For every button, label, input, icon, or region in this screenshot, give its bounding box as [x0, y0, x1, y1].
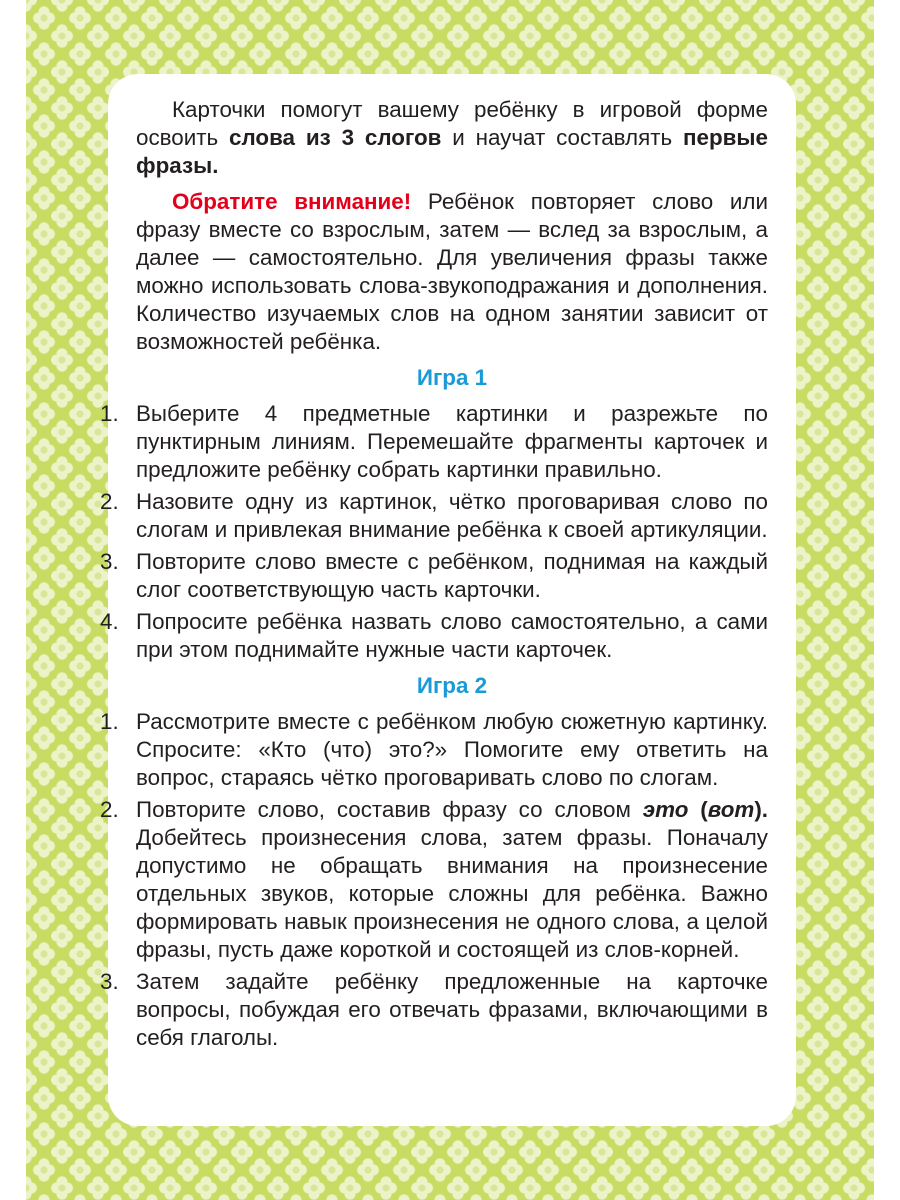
intro-text: Карточки помогут вашему ребёнку в игровой форме освоить: [136, 97, 768, 150]
word-vot: вот: [707, 797, 755, 822]
game1-list: [100, 400, 768, 664]
paren-close: ).: [754, 797, 768, 822]
word-eto: это: [642, 797, 689, 822]
item-number: 3.: [100, 969, 119, 994]
item-text: Выберите 4 предметные картинки и разрежьте по пунктирным линиям. Перемешайте фрагменты карточек и предложите ребёнку собрать картинки правильно.: [136, 401, 768, 482]
item-text-2: Добейтесь произнесения слова, затем фразы. Поначалу допустимо не обращать внимания на произнесение отдельных звуков, которые сложны для ребёнка. Важно формировать навык произнесения не одного слова, а целой фразы, пусть даже короткой и состоящей из слов-корней.: [136, 825, 768, 962]
attention-label: Обратите внимание!: [172, 189, 412, 214]
item-number: 3.: [100, 549, 119, 574]
paren-open: (: [688, 797, 708, 822]
intro-bold-phrases: первые фразы.: [136, 125, 768, 178]
item-text: Попросите ребёнка назвать слово самостоятельно, а сами при этом поднимайте нужные части карточек.: [136, 609, 768, 662]
list-item: [100, 608, 768, 664]
item-text: Затем задайте ребёнку предложенные на карточке вопросы, побуждая его отвечать фразами, включающими в себя глаголы.: [136, 969, 768, 1050]
list-item: [100, 488, 768, 544]
list-item: [100, 968, 768, 1052]
list-item: [100, 400, 768, 484]
instructions-text: [100, 96, 768, 1060]
intro-paragraph: [136, 96, 768, 180]
item-number: 2.: [100, 489, 119, 514]
item-number: 2.: [100, 797, 119, 822]
item-text: Рассмотрите вместе с ребёнком любую сюжетную картинку. Спросите: «Кто (что) это?» Помогите ему ответить на вопрос, стараясь чётко проговаривать слово по слогам.: [136, 709, 768, 790]
game2-list: [100, 708, 768, 1052]
item-number: 1.: [100, 709, 119, 734]
game1-title: Игра 1: [416, 365, 488, 390]
instructions-card: [100, 74, 796, 1126]
item-text: Повторите слово, составив фразу со словом: [136, 797, 643, 822]
item-text: Назовите одну из картинок, чётко проговаривая слово по слогам и привлекая внимание ребёнка к своей артикуляции.: [136, 489, 768, 542]
intro-bold-syllables: слова из 3 слогов: [229, 125, 442, 150]
item-number: 4.: [100, 609, 119, 634]
list-item: [100, 708, 768, 792]
game2-title: Игра 2: [416, 673, 488, 698]
item-number: 1.: [100, 401, 119, 426]
attention-paragraph: [136, 188, 768, 356]
list-item: [100, 548, 768, 604]
intro-text-2: и научат составлять: [441, 125, 683, 150]
item-text: Повторите слово вместе с ребёнком, поднимая на каждый слог соответствующую часть карточки.: [136, 549, 768, 602]
list-item: [100, 796, 768, 964]
attention-text: Ребёнок повторяет слово или фразу вместе со взрослым, затем — вслед за взрослым, а далее — самостоятельно. Для увеличения фразы также можно использовать слова-звукоподражания и дополнения. Количество изучаемых слов на одном занятии зависит от возможностей ребёнка.: [136, 189, 768, 354]
